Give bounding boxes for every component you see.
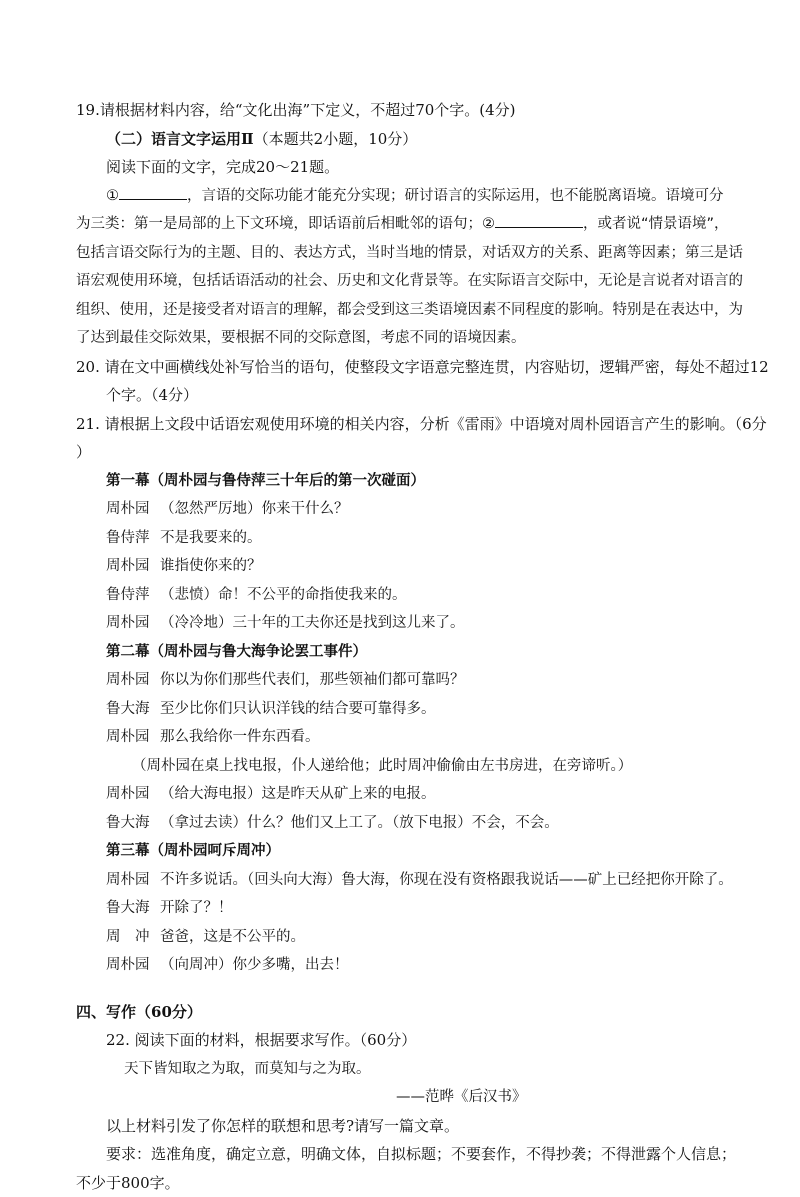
dialogue-text: 你以为你们那些代表们，那些领袖们都可靠吗？ — [160, 672, 465, 688]
speaker-name: 周朴园 — [106, 666, 160, 695]
dialogue-text: 不许多说话。（回头向大海）鲁大海，你现在没有资格跟我说话——矿上已经把你开除了。 — [160, 872, 733, 888]
reading-passage — [76, 182, 730, 353]
material-quote: 天下皆知取之为取，而莫知与之为取。 — [76, 1055, 730, 1084]
writing-requirements-2: 不少于800字。 — [76, 1169, 730, 1197]
act3-lines — [76, 866, 730, 980]
dialogue-line — [76, 780, 730, 809]
dialogue-line — [76, 894, 730, 923]
speaker-name: 周朴园 — [106, 866, 160, 895]
question-21-line-2: ） — [76, 438, 730, 467]
question-20-line-1: 20. 请在文中画横线处补写恰当的语句，使整段文字语意完整连贯，内容贴切，逻辑严密，每处不超过12 — [76, 353, 730, 382]
passage-line — [76, 182, 730, 211]
dialogue-text: （忽然严厉地）你来干什么？ — [160, 501, 349, 517]
dialogue-text: 不是我要来的。 — [160, 530, 262, 546]
speaker-name: 周 冲 — [106, 923, 160, 952]
dialogue-text: （悲愤）命！不公平的命指使我来的。 — [160, 587, 407, 603]
question-19: 19.请根据材料内容，给“文化出海”下定义，不超过70个字。(4分) — [76, 96, 730, 125]
dialogue-text: （向周冲）你少多嘴，出去！ — [160, 957, 349, 973]
passage-text: ，言语的交际功能才能充分实现；研讨语言的实际运用，也不能脱离语境。语境可分 — [187, 188, 724, 204]
dialogue-text: 谁指使你来的？ — [160, 558, 262, 574]
question-20-line-2: 个字。（4分） — [76, 381, 730, 410]
dialogue-line — [76, 495, 730, 524]
speaker-name: 周朴园 — [106, 609, 160, 638]
answer-blank-1[interactable] — [119, 183, 187, 200]
dialogue-text: 那么我给你一件东西看。 — [160, 729, 320, 745]
stage-direction: （周朴园在桌上找电报，仆人递给他；此时周冲偷偷由左书房进，在旁谛听。） — [76, 752, 730, 781]
dialogue-text: （冷冷地）三十年的工夫你还是找到这儿来了。 — [160, 615, 465, 631]
dialogue-line — [76, 866, 730, 895]
passage-text: ，或者说“情景语境”， — [583, 216, 729, 232]
part2-heading — [76, 125, 730, 154]
act2-title: 第二幕（周朴园与鲁大海争论罢工事件） — [76, 638, 730, 667]
dialogue-line — [76, 695, 730, 724]
dialogue-text: 开除了？！ — [160, 900, 233, 916]
answer-blank-2[interactable] — [495, 211, 583, 228]
passage-line — [76, 210, 730, 239]
passage-line: 了达到最佳交际效果，要根据不同的交际意图，考虑不同的语境因素。 — [76, 324, 730, 353]
question-21-line-1: 21. 请根据上文段中话语宏观使用环境的相关内容，分析《雷雨》中语境对周朴园语言产生的影响。（6分 — [76, 410, 730, 439]
dialogue-line — [76, 666, 730, 695]
dialogue-text: （拿过去读）什么？他们又上工了。（放下电报）不会，不会。 — [160, 815, 559, 831]
act1-lines — [76, 495, 730, 638]
speaker-name: 鲁侍萍 — [106, 581, 160, 610]
speaker-name: 周朴园 — [106, 780, 160, 809]
quote-source: ——范晔《后汉书》 — [76, 1083, 730, 1112]
play-excerpt — [76, 467, 730, 980]
act1-title: 第一幕（周朴园与鲁侍萍三十年后的第一次碰面） — [76, 467, 730, 496]
dialogue-line — [76, 809, 730, 838]
speaker-name: 周朴园 — [106, 552, 160, 581]
dialogue-text: 爸爸，这是不公平的。 — [160, 929, 305, 945]
speaker-name: 鲁大海 — [106, 695, 160, 724]
dialogue-line — [76, 552, 730, 581]
part2-note: （本题共2小题，10分） — [254, 130, 418, 148]
blank-marker-1: ① — [106, 188, 119, 204]
speaker-name: 鲁大海 — [106, 809, 160, 838]
speaker-name: 周朴园 — [106, 723, 160, 752]
part2-title: （二）语言文字运用Ⅱ — [106, 130, 254, 148]
dialogue-line — [76, 923, 730, 952]
dialogue-line — [76, 609, 730, 638]
blank-marker-2: ② — [482, 216, 495, 232]
speaker-name: 周朴园 — [106, 495, 160, 524]
passage-text: 为三类：第一是局部的上下文环境，即话语前后相毗邻的语句； — [76, 216, 482, 232]
speaker-name: 鲁大海 — [106, 894, 160, 923]
passage-line: 包括言语交际行为的主题、目的、表达方式，当时当地的情景，对话双方的关系、距离等因素；第三是话 — [76, 239, 730, 268]
passage-line: 组织、使用，还是接受者对语言的理解，都会受到这三类语境因素不同程度的影响。特别是在表达中，为 — [76, 296, 730, 325]
dialogue-text: （给大海电报）这是昨天从矿上来的电报。 — [160, 786, 436, 802]
act2b-lines — [76, 780, 730, 837]
dialogue-line — [76, 723, 730, 752]
act2-lines — [76, 666, 730, 752]
dialogue-line — [76, 581, 730, 610]
speaker-name: 鲁侍萍 — [106, 524, 160, 553]
writing-requirements-1: 要求：选准角度，确定立意，明确文体，自拟标题；不要套作，不得抄袭；不得泄露个人信息； — [76, 1140, 730, 1169]
speaker-name: 周朴园 — [106, 951, 160, 980]
act3-title: 第三幕（周朴园呵斥周冲） — [76, 837, 730, 866]
dialogue-line — [76, 524, 730, 553]
writing-prompt: 以上材料引发了你怎样的联想和思考?请写一篇文章。 — [76, 1112, 730, 1141]
passage-line: 语宏观使用环境，包括话语活动的社会、历史和文化背景等。在实际语言交际中，无论是言说者对语言的 — [76, 267, 730, 296]
question-22: 22. 阅读下面的材料，根据要求写作。（60分） — [76, 1026, 730, 1055]
dialogue-text: 至少比你们只认识洋钱的结合要可靠得多。 — [160, 701, 436, 717]
part4-title: 四、写作（60分） — [76, 998, 730, 1027]
dialogue-line — [76, 951, 730, 980]
part2-instruction: 阅读下面的文字，完成20～21题。 — [76, 153, 730, 182]
